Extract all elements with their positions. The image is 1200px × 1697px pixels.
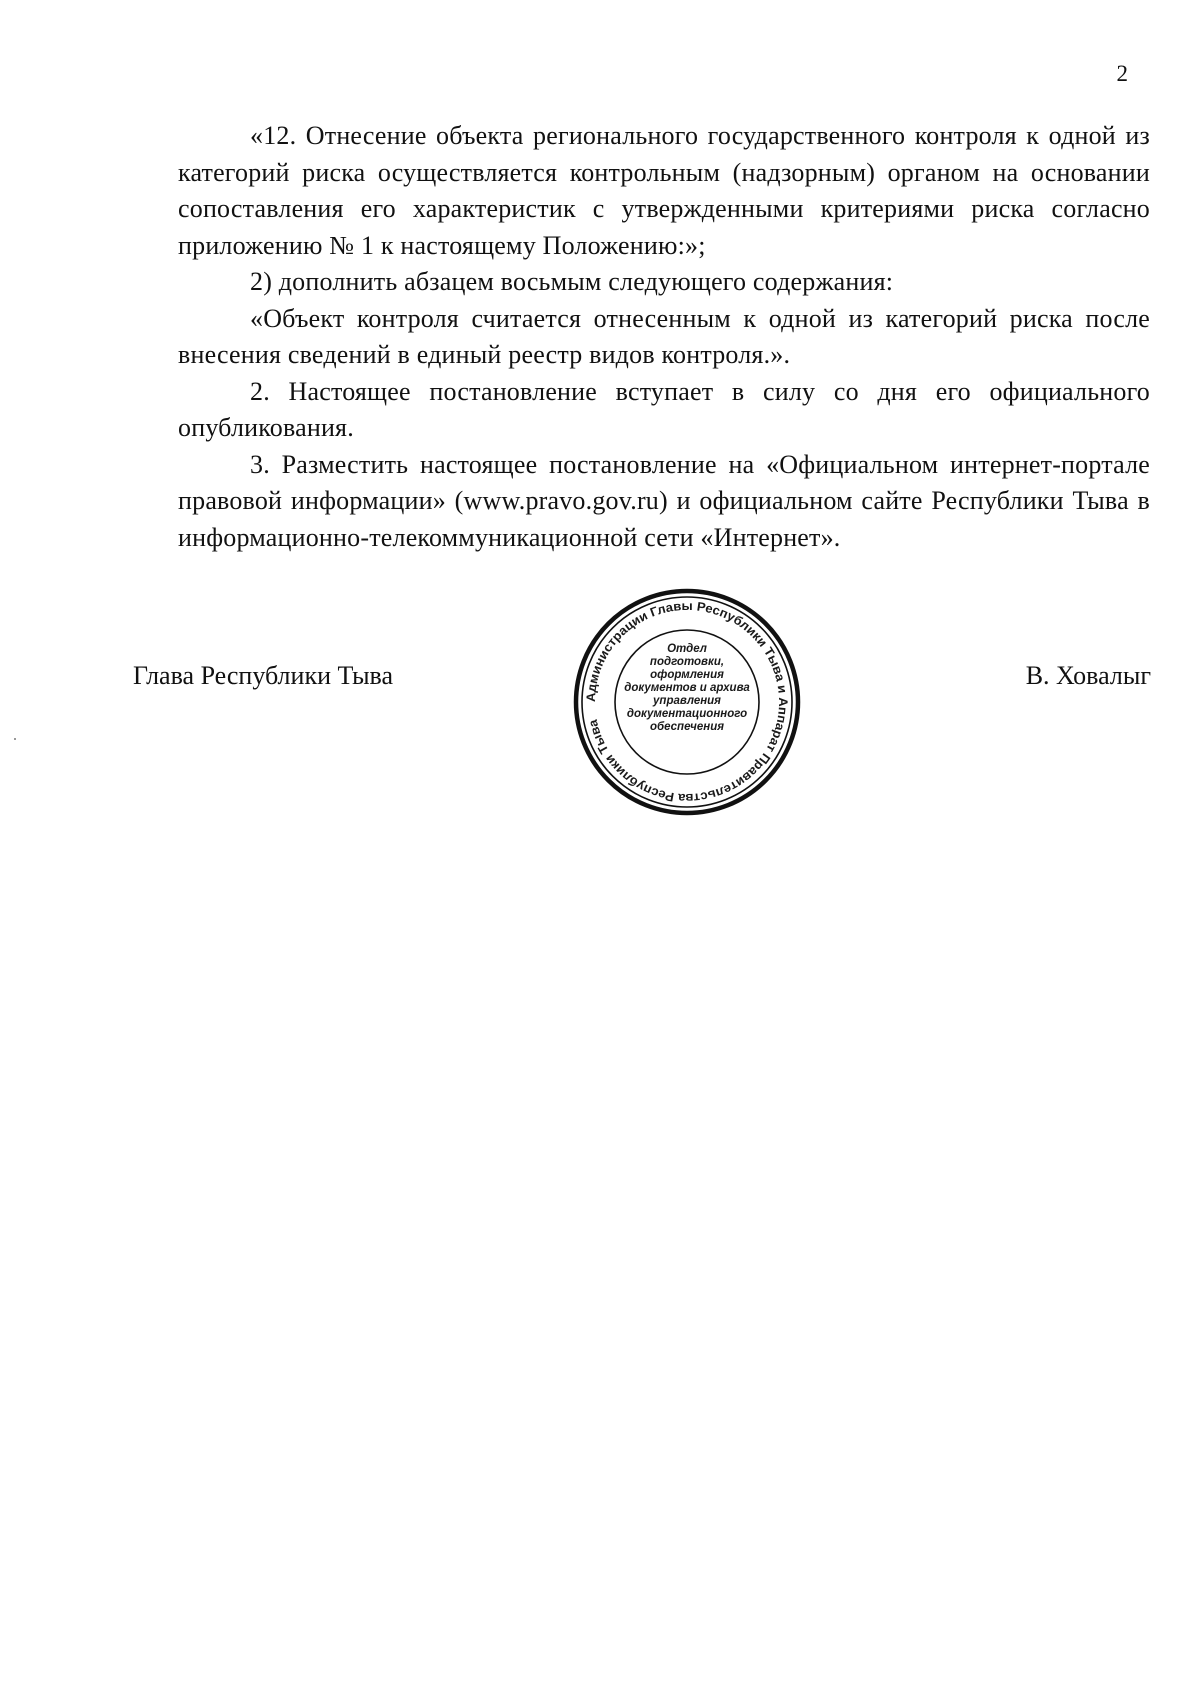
seal-line: подготовки, bbox=[649, 656, 725, 668]
scan-speck bbox=[14, 738, 16, 740]
document-body bbox=[178, 118, 1150, 556]
page-number: 2 bbox=[1116, 61, 1128, 86]
paragraph-effective-date: 2. Настоящее постановление вступает в силу со дня его официального опубликования. bbox=[178, 376, 1150, 442]
seal-line: обеспечения bbox=[649, 721, 725, 733]
seal-line: управления bbox=[653, 695, 721, 707]
seal-line: документов и архива bbox=[624, 682, 750, 694]
official-seal-stamp bbox=[570, 585, 804, 819]
paragraph-new-text: «Объект контроля считается отнесенным к одной из категорий риска после внесения сведений в единый реестр видов контроля.». bbox=[178, 303, 1150, 369]
seal-line: оформления bbox=[650, 669, 724, 681]
signatory-title: Глава Республики Тыва bbox=[133, 661, 394, 690]
paragraph-item-12: «12. Отнесение объекта регионального государственного контроля к одной из категорий риска осуществляется контрольным (надзорным) органом на основании сопоставления его характеристик с утвержденными критериями риска согласно приложению № 1 к настоящему Положению:»; bbox=[178, 121, 1150, 260]
seal-line: документационного bbox=[626, 708, 748, 720]
paragraph-amend-clause: 2) дополнить абзацем восьмым следующего содержания: bbox=[250, 267, 894, 296]
signatory-name: В. Ховалыг bbox=[1025, 661, 1151, 690]
paragraph-publication: 3. Разместить настоящее постановление на «Официальном интернет-портале правовой информации» (www.pravo.gov.ru) и официальном сайте Республики Тыва в информационно-телекоммуникационной сети «Интернет». bbox=[178, 449, 1150, 552]
seal-ring-textpath: Администрации Главы Республики Тыва и Аппарат Правительства Республики Тыва bbox=[583, 598, 791, 806]
seal-line: Отдел bbox=[667, 643, 707, 655]
seal-center-text bbox=[622, 643, 752, 734]
